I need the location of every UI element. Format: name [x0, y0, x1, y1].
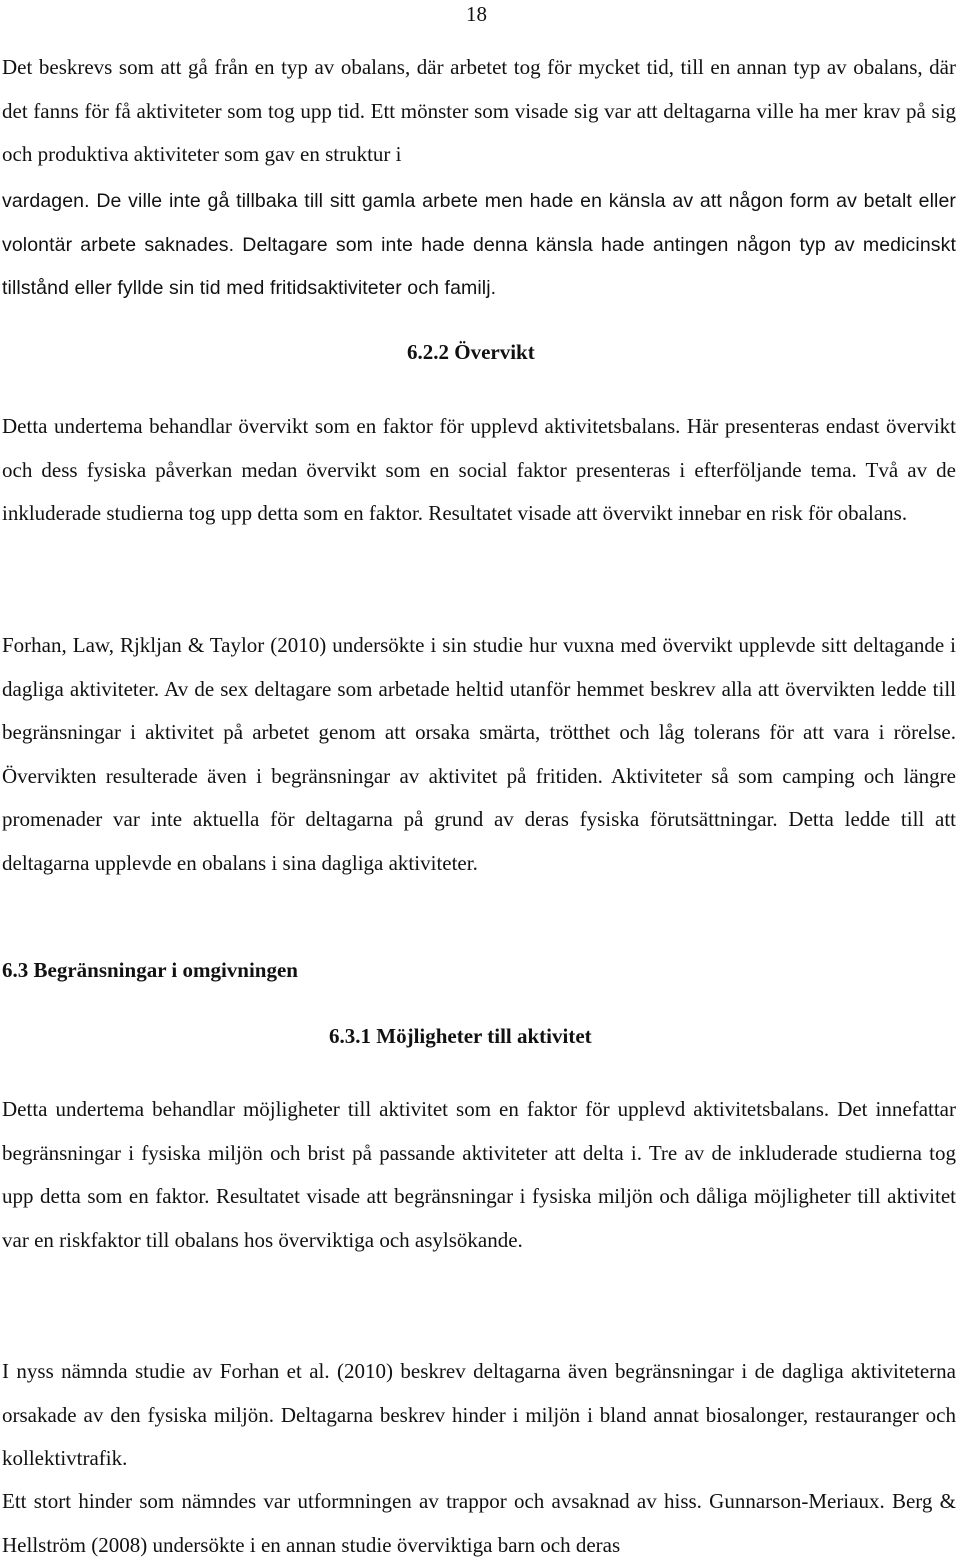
heading-6-3-1: 6.3.1 Möjligheter till aktivitet — [329, 1024, 592, 1048]
paragraph-stairs-hinder: Ett stort hinder som nämndes var utformningen av trappor och avsaknad av hiss. Gunnarson-Meriaux. Berg & Hellström (2008) undersökte i en annan studie överviktiga barn och deras — [2, 1489, 956, 1557]
paragraph-imbalance-sans: vardagen. De ville inte gå tillbaka till sitt gamla arbete men hade en känsla av att någon form av betalt eller volontär arbete saknades. Deltagare som inte hade denna känsla hade antingen någon typ av medicinskt tillstånd eller fyllde sin tid med fritidsaktiviteter och familj. — [2, 190, 956, 299]
heading-6-3: 6.3 Begränsningar i omgivningen — [2, 958, 298, 982]
heading-6-2-2: 6.2.2 Övervikt — [407, 340, 535, 364]
paragraph-forhan-environment: I nyss nämnda studie av Forhan et al. (2010) beskrev deltagarna även begränsningar i de dagliga aktiviteterna orsakade av den fysiska miljön. Deltagarna beskrev hinder i miljön i bland annat biosalonger, restauranger och kollektivtrafik. — [2, 1359, 956, 1470]
page-number: 18 — [466, 2, 487, 26]
paragraph-forhan-study: Forhan, Law, Rjkljan & Taylor (2010) undersökte i sin studie hur vuxna med övervikt upplevde sitt deltagande i dagliga aktiviteter. Av de sex deltagare som arbetade heltid utanför hemmet beskrev alla att övervikten ledde till begränsningar i aktivitet på arbetet genom att orsaka smärta, trötthet och låg tolerans för att vara i rörelse. Övervikten resulterade även i begränsningar av aktivitet på fritiden. Aktiviteter så som camping och längre promenader var inte aktuella för deltagarna på grund av deras fysiska förutsättningar. Detta ledde till att deltagarna upplevde en obalans i sina dagliga aktiviteter. — [2, 633, 956, 875]
paragraph-overweight-intro: Detta undertema behandlar övervikt som en faktor för upplevd aktivitetsbalans. Här presenteras endast övervikt och dess fysiska påverkan medan övervikt som en social faktor presenteras i efterföljande tema. Två av de inkluderade studierna tog upp detta som en faktor. Resultatet visade att övervikt innebar en risk för obalans. — [2, 414, 956, 525]
paragraph-imbalance-serif: Det beskrevs som att gå från en typ av obalans, där arbetet tog för mycket tid, till en annan typ av obalans, där det fanns för få aktiviteter som tog upp tid. Ett mönster som visade sig var att deltagarna ville ha mer krav på sig och produktiva aktiviteter som gav en struktur i — [2, 55, 956, 166]
paragraph-activity-opportunities: Detta undertema behandlar möjligheter till aktivitet som en faktor för upplevd aktivitetsbalans. Det innefattar begränsningar i fysiska miljön och brist på passande aktiviteter att delta i. Tre av de inkluderade studierna tog upp detta som en faktor. Resultatet visade att begränsningar i fysiska miljön och dåliga möjligheter till aktivitet var en riskfaktor till obalans hos överviktiga och asylsökande. — [2, 1097, 956, 1252]
